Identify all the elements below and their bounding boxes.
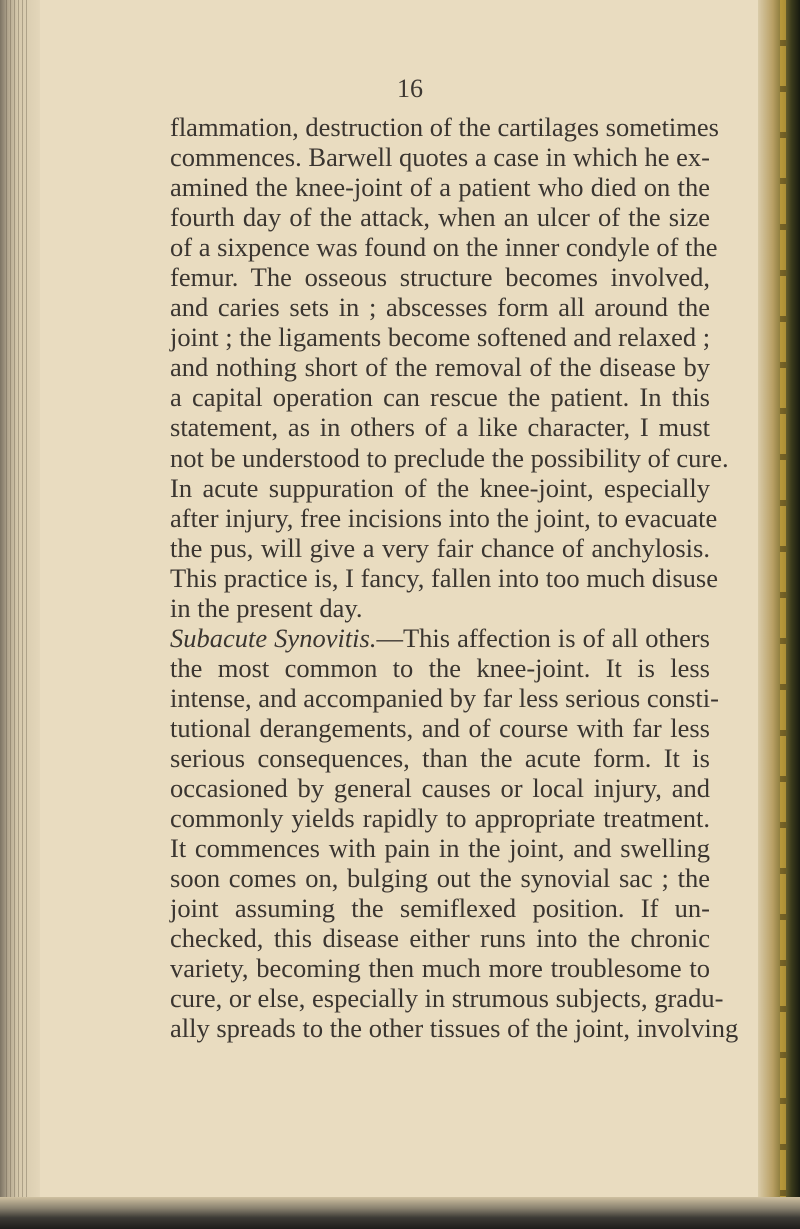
text-line: ally spreads to the other tissues of the joint, involving xyxy=(170,1013,739,1044)
text-line: the most common to the knee-joint. It is less xyxy=(170,652,710,683)
text-line: of a sixpence was found on the inner condyle of the xyxy=(170,232,718,263)
text-line: femur. The osseous structure becomes involved, xyxy=(170,262,710,293)
text-line: checked, this disease either runs into the chronic xyxy=(170,923,710,954)
text-line: after injury, free incisions into the joint, to evacuate xyxy=(170,502,718,533)
text-line: not be understood to preclude the possibility of cure. xyxy=(170,442,729,473)
cover-binding-stripe xyxy=(780,0,786,1229)
text-line: occasioned by general causes or local injury, and xyxy=(170,773,710,804)
section-heading: Subacute Synovitis. xyxy=(170,622,377,653)
text-line: tutional derangements, and of course with far less xyxy=(170,712,710,743)
book-cover-edge xyxy=(758,0,800,1229)
text-line: and caries sets in ; abscesses form all around the xyxy=(170,292,710,323)
text-line-content: —This affection is of all others xyxy=(376,622,710,653)
text-line: soon comes on, bulging out the synovial sac ; the xyxy=(170,863,710,894)
gutter-page-edges xyxy=(6,0,28,1229)
text-line: and nothing short of the removal of the disease by xyxy=(170,352,710,383)
text-line: statement, as in others of a like character, I must xyxy=(170,412,710,443)
text-line: commonly yields rapidly to appropriate treatment. xyxy=(170,803,710,834)
text-line: serious consequences, than the acute form. It is xyxy=(170,742,710,773)
text-line: the pus, will give a very fair chance of anchylosis. xyxy=(170,532,710,563)
book-bottom-edge xyxy=(0,1197,800,1229)
text-line: variety, becoming then much more troublesome to xyxy=(170,953,710,984)
text-line: joint assuming the semiflexed position. If un- xyxy=(170,893,710,924)
text-line: joint ; the ligaments become softened and relaxed ; xyxy=(170,322,711,353)
text-line xyxy=(170,623,710,653)
text-line: flammation, destruction of the cartilages sometimes xyxy=(170,112,719,142)
text-line: a capital operation can rescue the patient. In this xyxy=(170,382,710,413)
text-line: cure, or else, especially in strumous subjects, gradu- xyxy=(170,983,724,1014)
text-line: intense, and accompanied by far less serious consti- xyxy=(170,682,719,713)
book-gutter-edge xyxy=(0,0,40,1229)
text-line: This practice is, I fancy, fallen into too much disuse xyxy=(170,562,718,593)
text-line: amined the knee-joint of a patient who died on the xyxy=(170,172,710,203)
text-line: fourth day of the attack, when an ulcer of the size xyxy=(170,202,710,233)
text-line: in the present day. xyxy=(170,592,363,623)
text-line: commences. Barwell quotes a case in which he ex- xyxy=(170,142,710,173)
text-line: In acute suppuration of the knee-joint, especially xyxy=(170,472,710,503)
page-number: 16 xyxy=(397,74,423,103)
body-text xyxy=(170,112,739,1044)
text-line: It commences with pain in the joint, and swelling xyxy=(170,833,710,864)
